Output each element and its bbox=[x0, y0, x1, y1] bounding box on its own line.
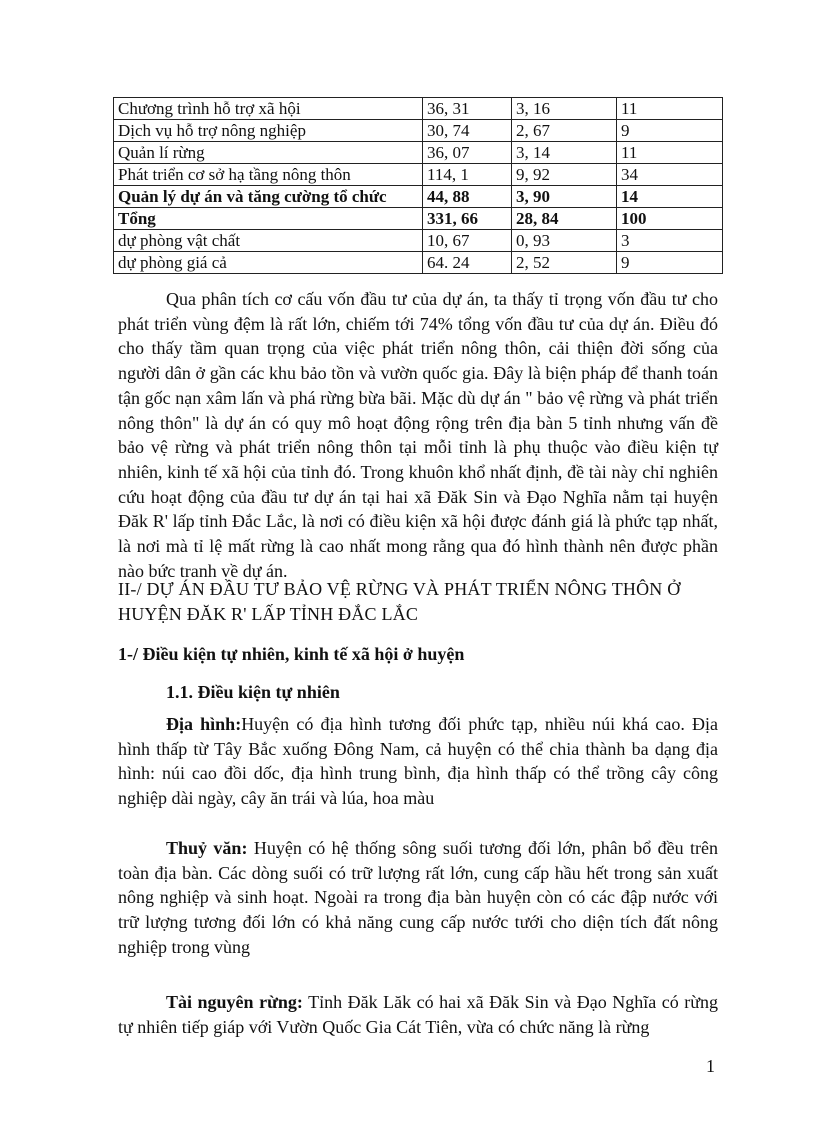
table-cell-value: 28, 84 bbox=[512, 208, 617, 230]
table-cell-value: 30, 74 bbox=[423, 120, 512, 142]
table-cell-value: 3 bbox=[617, 230, 723, 252]
table-row bbox=[114, 252, 723, 274]
table-cell-item: Phát triển cơ sở hạ tầng nông thôn bbox=[114, 164, 423, 186]
table-cell-value: 36, 31 bbox=[423, 98, 512, 120]
analysis-paragraph: Qua phân tích cơ cấu vốn đầu tư của dự án, ta thấy tỉ trọng vốn đầu tư cho phát triển vùng đệm là rất lớn, chiếm tới 74% tổng vốn đầu tư của dự án. Điều đó cho thấy tầm quan trọng của việc phát triển nông thôn, cải thiện đời sống của người dân ở gần các khu bảo tồn và vườn quốc gia. Đây là biện pháp để thanh toán tận gốc nạn xâm lấn và phá rừng bừa bãi. Mặc dù dự án " bảo vệ rừng và phát triển nông thôn" là dự án có quy mô hoạt động rộng trên địa bàn 5 tỉnh nhưng vấn đề bảo vệ rừng và phát triển nông thôn tại mỗi tỉnh là phụ thuộc vào điều kiện tự nhiên, kinh tế xã hội của tỉnh đó. Trong khuôn khổ nhất định, đề tài này chỉ nghiên cứu hoạt động của đầu tư dự án tại hai xã Đăk Sin và Đạo Nghĩa nằm tại huyện Đăk R' lấp tỉnh Đắc Lắc, là nơi có điều kiện xã hội được đánh giá là phức tạp nhất, là nơi mà tỉ lệ mất rừng là cao nhất mong rằng qua đó hình thành nên được phần nào bức tranh về dự án. bbox=[118, 289, 718, 581]
table-cell-value: 34 bbox=[617, 164, 723, 186]
table-cell-value: 9 bbox=[617, 120, 723, 142]
table-row bbox=[114, 98, 723, 120]
table-cell-item: dự phòng giá cả bbox=[114, 252, 423, 274]
terrain-paragraph bbox=[118, 712, 718, 811]
table-cell-value: 2, 52 bbox=[512, 252, 617, 274]
table-row bbox=[114, 142, 723, 164]
table-cell-value: 11 bbox=[617, 98, 723, 120]
terrain-lead: Địa hình: bbox=[166, 714, 242, 734]
investment-structure-table bbox=[113, 97, 723, 274]
table-cell-value: 9 bbox=[617, 252, 723, 274]
hydrology-text: Huyện có hệ thống sông suối tương đối lớn, phân bổ đều trên toàn địa bàn. Các dòng suối có trữ lượng rất lớn, cung cấp hầu hết trong sản xuất nông nghiệp và sinh hoạt. Ngoài ra trong địa bàn huyện còn có các đập nước với trữ lượng tương đối lớn có khả năng cung cấp nước tưới cho diện tích đất nông nghiệp trong vùng bbox=[118, 838, 718, 957]
table-row bbox=[114, 120, 723, 142]
table-cell-value: 2, 67 bbox=[512, 120, 617, 142]
forest-lead: Tài nguyên rừng: bbox=[166, 992, 303, 1012]
hydrology-paragraph bbox=[118, 836, 718, 960]
table-cell-value: 64. 24 bbox=[423, 252, 512, 274]
table-row bbox=[114, 208, 723, 230]
table-cell-item: Quản lý dự án và tăng cường tổ chức bbox=[114, 186, 423, 208]
table-row bbox=[114, 164, 723, 186]
table-row bbox=[114, 230, 723, 252]
table-cell-value: 3, 16 bbox=[512, 98, 617, 120]
hydrology-lead: Thuỷ văn: bbox=[166, 838, 248, 858]
table-row bbox=[114, 186, 723, 208]
table-cell-item: Dịch vụ hỗ trợ nông nghiệp bbox=[114, 120, 423, 142]
table-cell-value: 3, 14 bbox=[512, 142, 617, 164]
table-cell-value: 114, 1 bbox=[423, 164, 512, 186]
table-cell-value: 11 bbox=[617, 142, 723, 164]
table-cell-value: 100 bbox=[617, 208, 723, 230]
subsection-heading: 1-/ Điều kiện tự nhiên, kinh tế xã hội ở huyện bbox=[118, 644, 465, 664]
table-cell-value: 44, 88 bbox=[423, 186, 512, 208]
table-cell-value: 3, 90 bbox=[512, 186, 617, 208]
table-cell-item: Chương trình hỗ trợ xã hội bbox=[114, 98, 423, 120]
section-heading: II-/ DỰ ÁN ĐẦU TƯ BẢO VỆ RỪNG VÀ PHÁT TRIỂN NÔNG THÔN Ở HUYỆN ĐĂK R' LẤP TỈNH ĐẮC LẮC bbox=[118, 579, 681, 624]
forest-text: Tỉnh Đăk Lăk có hai xã Đăk Sin và Đạo Nghĩa có rừng tự nhiên tiếp giáp với Vườn Quốc Gia Cát Tiên, vừa có chức năng là rừng bbox=[118, 992, 718, 1037]
page-number: 1 bbox=[706, 1056, 715, 1076]
table-cell-item: Tổng bbox=[114, 208, 423, 230]
table-cell-value: 331, 66 bbox=[423, 208, 512, 230]
table-cell-item: dự phòng vật chất bbox=[114, 230, 423, 252]
forest-paragraph bbox=[118, 990, 718, 1039]
terrain-text: Huyện có địa hình tương đối phức tạp, nhiều núi khá cao. Địa hình thấp từ Tây Bắc xuống Đông Nam, cả huyện có thể chia thành ba dạng địa hình: núi cao đồi dốc, địa hình trung bình, địa hình thấp có thể trồng cây công nghiệp dài ngày, cây ăn trái và lúa, hoa màu bbox=[118, 714, 718, 809]
table-cell-value: 14 bbox=[617, 186, 723, 208]
table-cell-value: 0, 93 bbox=[512, 230, 617, 252]
subsubsection-heading: 1.1. Điều kiện tự nhiên bbox=[166, 682, 340, 702]
table-cell-value: 36, 07 bbox=[423, 142, 512, 164]
table-cell-item: Quản lí rừng bbox=[114, 142, 423, 164]
table-cell-value: 9, 92 bbox=[512, 164, 617, 186]
table-cell-value: 10, 67 bbox=[423, 230, 512, 252]
